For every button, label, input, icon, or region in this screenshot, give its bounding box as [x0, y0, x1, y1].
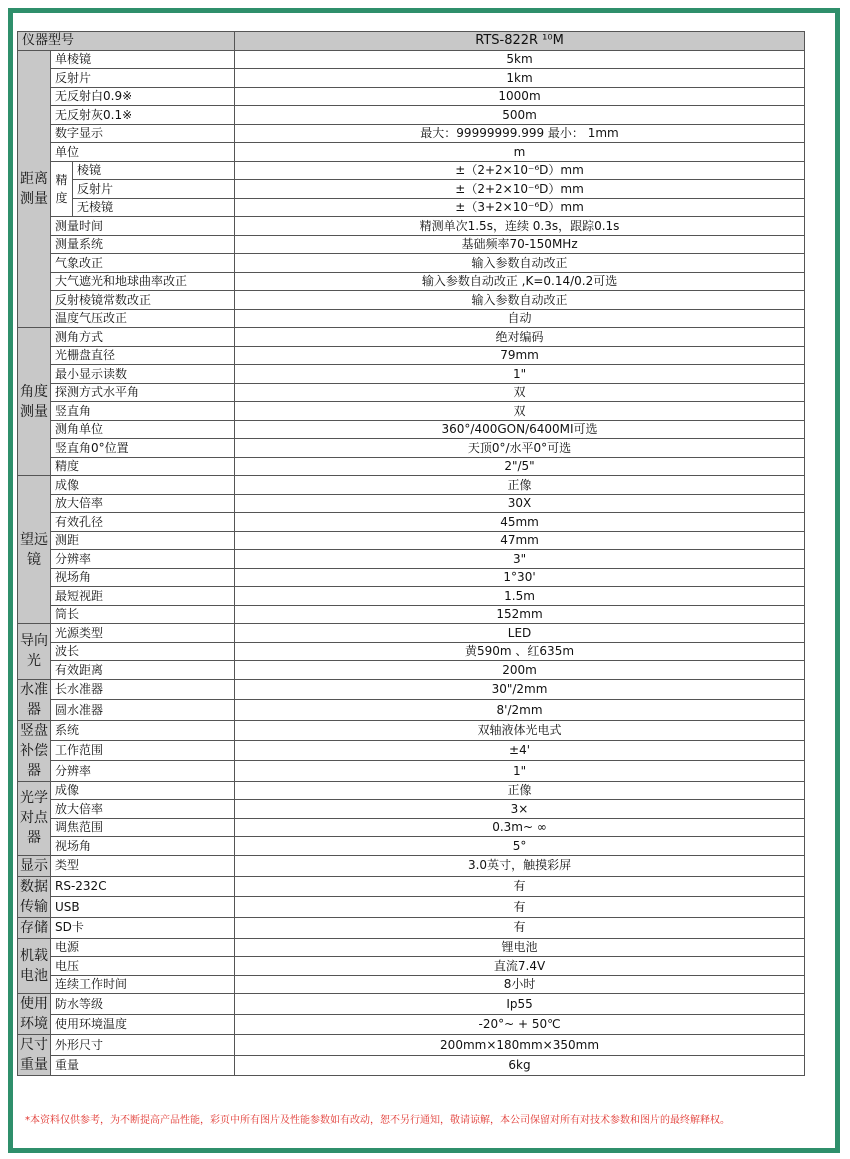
row-value: 输入参数自动改正	[235, 254, 805, 273]
table-row	[18, 531, 805, 550]
row-value: 500m	[235, 106, 805, 125]
row-label: 有效距离	[51, 661, 235, 680]
table-row	[18, 87, 805, 106]
row-value: -20°~ + 50℃	[235, 1014, 805, 1035]
table-row	[18, 254, 805, 273]
row-value: 正像	[235, 476, 805, 495]
table-row	[18, 346, 805, 365]
row-value: 自动	[235, 309, 805, 328]
table-row	[18, 720, 805, 740]
row-value: 1km	[235, 69, 805, 88]
row-value: 47mm	[235, 531, 805, 550]
row-value: 双	[235, 383, 805, 402]
row-value: 锂电池	[235, 938, 805, 957]
group-level: 水准器	[18, 679, 51, 720]
table-row	[18, 439, 805, 458]
header-row	[18, 32, 805, 51]
row-value: 1"	[235, 365, 805, 384]
row-label: 筒长	[51, 605, 235, 624]
row-label: 有效孔径	[51, 513, 235, 532]
table-row	[18, 161, 805, 180]
row-label: 棱镜	[73, 161, 235, 180]
row-label: 反射棱镜常数改正	[51, 291, 235, 310]
row-label: 外形尺寸	[51, 1035, 235, 1056]
table-row	[18, 309, 805, 328]
group-data-transfer: 数据传输	[18, 876, 51, 917]
row-label: 工作范围	[51, 740, 235, 760]
row-value: 黄590m 、红635m	[235, 642, 805, 661]
row-label: 测角方式	[51, 328, 235, 347]
row-value: ±4'	[235, 740, 805, 760]
disclaimer-footnote: *本资料仅供参考，为不断提高产品性能，彩页中所有图片及性能参数如有改动，恕不另行通知，敬请谅解，本公司保留对所有对技术参数和图片的最终解释权。	[25, 1115, 730, 1126]
row-value: 6kg	[235, 1055, 805, 1076]
row-value: 30X	[235, 494, 805, 513]
row-value: 双轴液体光电式	[235, 720, 805, 740]
table-row	[18, 217, 805, 236]
row-value: ±（2+2×10⁻⁶D）mm	[235, 161, 805, 180]
row-value: 1"	[235, 761, 805, 781]
row-value: 直流7.4V	[235, 957, 805, 976]
table-row	[18, 1035, 805, 1056]
row-value: 输入参数自动改正 ,K=0.14/0.2可选	[235, 272, 805, 291]
table-row	[18, 124, 805, 143]
table-row	[18, 494, 805, 513]
row-label: 长水准器	[51, 679, 235, 700]
row-value: 30"/2mm	[235, 679, 805, 700]
row-label: 最小显示读数	[51, 365, 235, 384]
table-row	[18, 975, 805, 994]
table-row	[18, 700, 805, 721]
row-label: 调焦范围	[51, 818, 235, 837]
row-label: 使用环境温度	[51, 1014, 235, 1035]
row-value: LED	[235, 624, 805, 643]
group-dimensions: 尺寸重量	[18, 1035, 51, 1076]
row-label: 最短视距	[51, 587, 235, 606]
row-label: 类型	[51, 855, 235, 876]
row-label: USB	[51, 897, 235, 918]
row-value: 1.5m	[235, 587, 805, 606]
row-value: 3"	[235, 550, 805, 569]
table-row	[18, 513, 805, 532]
row-value: 双	[235, 402, 805, 421]
row-value: 有	[235, 876, 805, 897]
row-value: 360°/400GON/6400MI可选	[235, 420, 805, 439]
row-value: 0.3m~ ∞	[235, 818, 805, 837]
table-row	[18, 897, 805, 918]
table-row	[18, 1014, 805, 1035]
table-row	[18, 402, 805, 421]
table-row	[18, 272, 805, 291]
table-row	[18, 837, 805, 856]
table-row	[18, 957, 805, 976]
row-label: 圆水准器	[51, 700, 235, 721]
row-label: 气象改正	[51, 254, 235, 273]
row-label: 单位	[51, 143, 235, 162]
row-value: 正像	[235, 781, 805, 800]
row-value: 最大：99999999.999 最小： 1mm	[235, 124, 805, 143]
row-value: ±（3+2×10⁻⁶D）mm	[235, 198, 805, 217]
row-label: 反射片	[51, 69, 235, 88]
row-label: 无反射灰0.1※	[51, 106, 235, 125]
table-row	[18, 994, 805, 1015]
table-row	[18, 291, 805, 310]
spec-table	[17, 31, 805, 1076]
row-label: 无反射白0.9※	[51, 87, 235, 106]
table-row	[18, 328, 805, 347]
row-value: 有	[235, 897, 805, 918]
table-row	[18, 876, 805, 897]
row-value: 2"/5"	[235, 457, 805, 476]
row-label: 无棱镜	[73, 198, 235, 217]
table-row	[18, 143, 805, 162]
row-label: 分辨率	[51, 761, 235, 781]
table-row	[18, 235, 805, 254]
row-value: 79mm	[235, 346, 805, 365]
row-label: 系统	[51, 720, 235, 740]
header-label: 仪器型号	[18, 32, 235, 51]
table-row	[18, 420, 805, 439]
group-battery: 机载电池	[18, 938, 51, 994]
row-value: 8'/2mm	[235, 700, 805, 721]
table-row	[18, 457, 805, 476]
group-guide-light: 导向光	[18, 624, 51, 680]
row-value: 8小时	[235, 975, 805, 994]
row-label: 大气遮光和地球曲率改正	[51, 272, 235, 291]
row-value: Ip55	[235, 994, 805, 1015]
row-value: 3×	[235, 800, 805, 819]
table-row	[18, 587, 805, 606]
table-row	[18, 800, 805, 819]
row-label: 温度气压改正	[51, 309, 235, 328]
row-label: 防水等级	[51, 994, 235, 1015]
table-row	[18, 818, 805, 837]
table-row	[18, 69, 805, 88]
row-label: 放大倍率	[51, 494, 235, 513]
row-label: 电压	[51, 957, 235, 976]
row-label: 测量系统	[51, 235, 235, 254]
row-value: 200mm×180mm×350mm	[235, 1035, 805, 1056]
table-row	[18, 855, 805, 876]
table-row	[18, 476, 805, 495]
group-distance: 距离测量	[18, 50, 51, 328]
row-label: 竖直角	[51, 402, 235, 421]
table-row	[18, 198, 805, 217]
row-value: ±（2+2×10⁻⁶D）mm	[235, 180, 805, 199]
table-row	[18, 180, 805, 199]
row-label: 竖直角0°位置	[51, 439, 235, 458]
table-row	[18, 917, 805, 938]
row-value: m	[235, 143, 805, 162]
row-label: 光栅盘直径	[51, 346, 235, 365]
table-row	[18, 50, 805, 69]
row-value: 有	[235, 917, 805, 938]
row-label: 波长	[51, 642, 235, 661]
row-label: 数字显示	[51, 124, 235, 143]
row-value: 精测单次1.5s，连续 0.3s，跟踪0.1s	[235, 217, 805, 236]
group-environment: 使用环境	[18, 994, 51, 1035]
row-value: 输入参数自动改正	[235, 291, 805, 310]
table-row	[18, 550, 805, 569]
table-row	[18, 661, 805, 680]
table-row	[18, 624, 805, 643]
row-label: 光源类型	[51, 624, 235, 643]
group-storage: 存储	[18, 917, 51, 938]
row-label: 测量时间	[51, 217, 235, 236]
row-value: 1000m	[235, 87, 805, 106]
table-row	[18, 740, 805, 760]
header-model: RTS-822R ¹⁰M	[235, 32, 805, 51]
row-label: 成像	[51, 476, 235, 495]
accuracy-label: 精度	[51, 161, 73, 217]
row-label: 测距	[51, 531, 235, 550]
row-value: 3.0英寸，触摸彩屏	[235, 855, 805, 876]
row-value: 45mm	[235, 513, 805, 532]
table-row	[18, 1055, 805, 1076]
row-value: 5km	[235, 50, 805, 69]
group-display: 显示	[18, 855, 51, 876]
table-row	[18, 383, 805, 402]
row-label: 测角单位	[51, 420, 235, 439]
table-row	[18, 568, 805, 587]
row-value: 200m	[235, 661, 805, 680]
row-value: 天顶0°/水平0°可选	[235, 439, 805, 458]
row-value: 绝对编码	[235, 328, 805, 347]
row-label: 视场角	[51, 837, 235, 856]
row-value: 1°30'	[235, 568, 805, 587]
table-row	[18, 605, 805, 624]
row-label: 重量	[51, 1055, 235, 1076]
table-row	[18, 761, 805, 781]
row-value: 152mm	[235, 605, 805, 624]
row-label: 反射片	[73, 180, 235, 199]
group-telescope: 望远镜	[18, 476, 51, 624]
row-value: 5°	[235, 837, 805, 856]
row-label: 电源	[51, 938, 235, 957]
table-row	[18, 679, 805, 700]
table-row	[18, 365, 805, 384]
row-label: 视场角	[51, 568, 235, 587]
row-label: SD卡	[51, 917, 235, 938]
table-row	[18, 106, 805, 125]
row-label: RS-232C	[51, 876, 235, 897]
row-label: 放大倍率	[51, 800, 235, 819]
group-compensator: 竖盘补偿器	[18, 720, 51, 781]
row-label: 分辨率	[51, 550, 235, 569]
table-row	[18, 781, 805, 800]
table-row	[18, 642, 805, 661]
table-row	[18, 938, 805, 957]
row-label: 精度	[51, 457, 235, 476]
row-value: 基础频率70-150MHz	[235, 235, 805, 254]
group-angle: 角度测量	[18, 328, 51, 476]
row-label: 单棱镜	[51, 50, 235, 69]
row-label: 连续工作时间	[51, 975, 235, 994]
row-label: 成像	[51, 781, 235, 800]
group-optical-plummet: 光学对点器	[18, 781, 51, 855]
row-label: 探测方式水平角	[51, 383, 235, 402]
